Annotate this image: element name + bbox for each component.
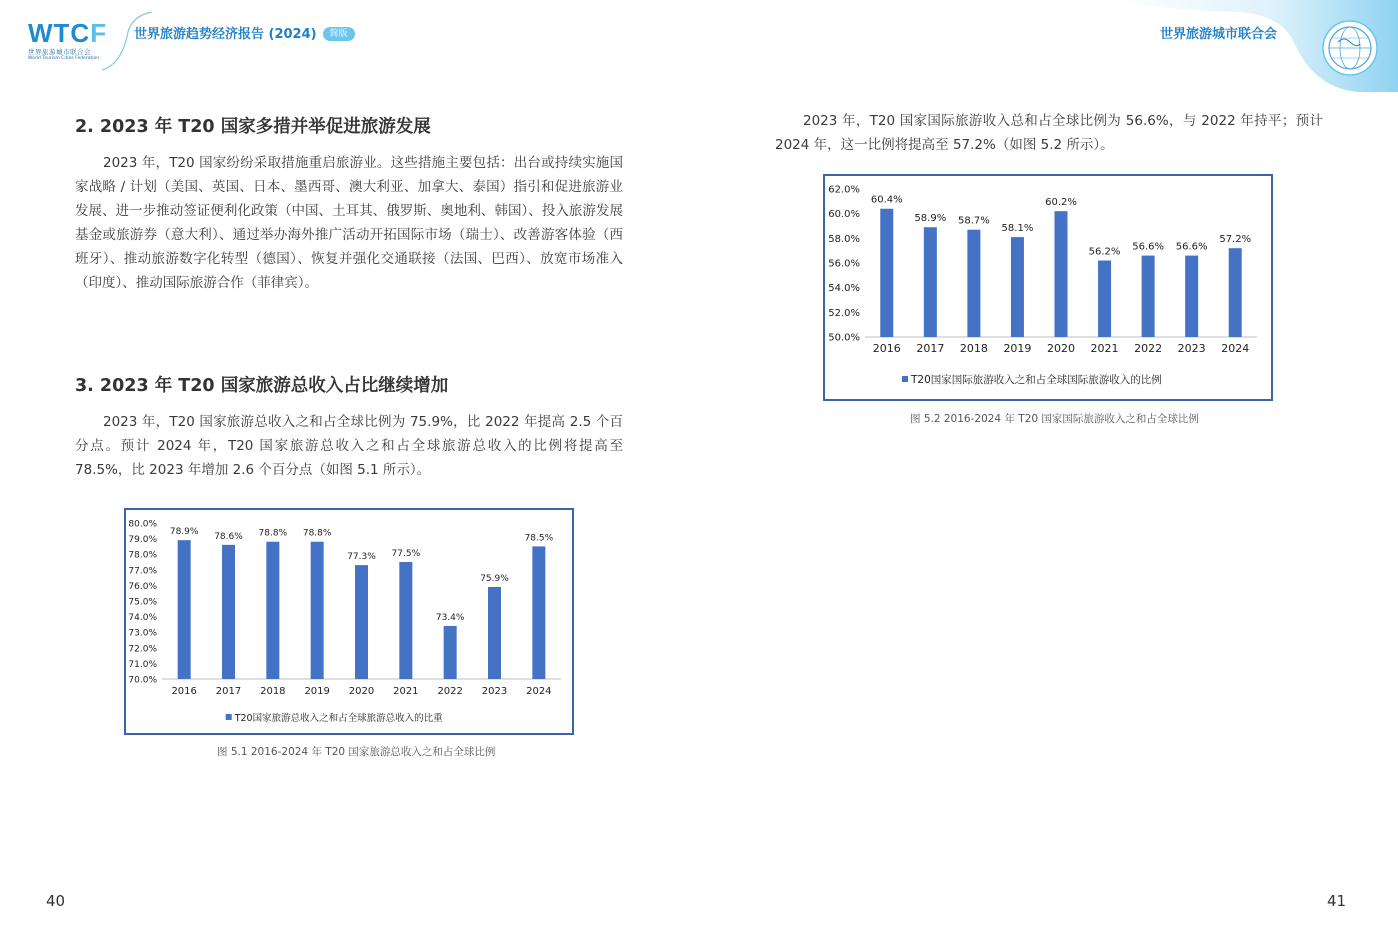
y-tick-label: 75.0% — [128, 597, 157, 608]
x-tick-label: 2023 — [1177, 342, 1206, 355]
bar — [1098, 261, 1111, 337]
report-title — [134, 23, 355, 42]
figure-5-1-caption: 图 5.1 2016-2024 年 T20 国家旅游总收入之和占全球比例 — [217, 746, 496, 758]
legend-label: T20国家旅游总收入之和占全球旅游总收入的比重 — [234, 713, 443, 724]
bar — [1055, 211, 1068, 337]
bar — [355, 565, 368, 679]
y-tick-label: 79.0% — [128, 535, 157, 546]
bar-value-label: 78.8% — [302, 528, 332, 539]
x-tick-label: 2023 — [481, 686, 508, 697]
y-tick-label: 58.0% — [828, 233, 860, 245]
bar — [222, 545, 235, 679]
x-tick-label: 2019 — [1003, 342, 1032, 355]
report-title-text: 世界旅游趋势经济报告 (2024) — [134, 27, 317, 42]
x-tick-label: 2020 — [1047, 342, 1075, 355]
bar-value-label: 56.6% — [1132, 241, 1165, 253]
section3-paragraph: 2023 年，T20 国家旅游总收入之和占全球比例为 75.9%，比 2022 年提高 2.5 个百分点。预计 2024 年，T20 国家旅游总收入之和占全球旅游总收入的比例将提高至 78.5%，比 2023 年增加 2.6 个百分点（如图 5.1 所示）。 — [75, 414, 623, 478]
y-tick-label: 60.0% — [828, 209, 860, 221]
y-tick-label: 71.0% — [128, 659, 157, 670]
bar — [266, 542, 279, 679]
y-tick-label: 62.0% — [828, 184, 860, 196]
bar — [967, 230, 980, 337]
bar — [1229, 248, 1242, 337]
section2-paragraph: 2023 年，T20 国家纷纷采取措施重启旅游业。这些措施主要包括：出台或持续实施国家战略 / 计划（美国、英国、日本、墨西哥、澳大利亚、加拿大、泰国）指引和促进旅游业发展、进一步推动签证便利化政策（中国、土耳其、俄罗斯、奥地利、韩国）、投入旅游发展基金或旅游券（意大利）、通过举办海外推广活动开拓国际市场（瑞士）、改善游客体验（西班牙）、推动旅游数字化转型（德国）、恢复并强化交通联接（法国、巴西）、放宽市场准入（印度）、推动国际旅游合作（菲律宾）。 — [75, 155, 623, 291]
page-number-left: 40 — [46, 892, 66, 910]
x-tick-label: 2018 — [959, 342, 988, 355]
bar-value-label: 58.1% — [1001, 223, 1034, 235]
y-tick-label: 52.0% — [828, 307, 860, 319]
bar-value-label: 60.2% — [1045, 197, 1077, 209]
figure-5-2-caption: 图 5.2 2016-2024 年 T20 国家国际旅游收入之和占全球比例 — [910, 413, 1199, 425]
page-number-right: 41 — [1327, 892, 1347, 910]
bar — [532, 546, 545, 679]
bar-value-label: 57.2% — [1219, 234, 1252, 246]
y-tick-label: 78.0% — [128, 550, 157, 561]
bar-value-label: 58.7% — [957, 215, 990, 227]
bar — [1185, 256, 1198, 337]
bar-value-label: 58.9% — [914, 213, 947, 225]
right-paragraph: 2023 年，T20 国家国际旅游收入总和占全球比例为 56.6%，与 2022 年持平；预计 2024 年，这一比例将提高至 57.2%（如图 5.2 所示）。 — [775, 113, 1323, 153]
logo-cn-text: 世界旅游城市联合会 — [28, 48, 91, 56]
y-tick-label: 74.0% — [128, 613, 157, 624]
chart-5-1-frame — [124, 508, 574, 735]
bar-value-label: 75.9% — [480, 573, 509, 584]
x-tick-label: 2018 — [260, 686, 286, 697]
y-tick-label: 70.0% — [128, 675, 157, 686]
section3-heading: 3. 2023 年 T20 国家旅游总收入占比继续增加 — [75, 376, 449, 396]
globe-logo-icon — [1322, 20, 1378, 76]
bar — [311, 542, 324, 679]
bar — [444, 626, 457, 679]
y-tick-label: 77.0% — [128, 566, 157, 577]
x-tick-label: 2022 — [1134, 342, 1163, 355]
x-tick-label: 2021 — [1090, 342, 1119, 355]
edition-badge: 简版 — [323, 27, 355, 41]
bar-value-label: 73.4% — [435, 612, 465, 623]
wtcf-logo — [28, 20, 107, 62]
bar-value-label: 78.9% — [169, 527, 199, 538]
chart-5-1 — [126, 510, 572, 733]
y-tick-label: 72.0% — [128, 644, 157, 655]
org-name: 世界旅游城市联合会 — [1160, 27, 1278, 42]
y-tick-label: 73.0% — [128, 628, 157, 639]
bar-value-label: 77.5% — [391, 549, 421, 559]
x-tick-label: 2021 — [393, 686, 419, 697]
logo-wordmark: WTCF — [28, 18, 108, 48]
legend-swatch — [226, 714, 232, 720]
y-tick-label: 54.0% — [828, 283, 860, 295]
x-tick-label: 2016 — [171, 686, 197, 697]
y-tick-label: 50.0% — [828, 332, 860, 344]
bar-value-label: 78.6% — [214, 531, 243, 542]
x-tick-label: 2022 — [437, 686, 463, 697]
chart-5-2 — [825, 176, 1271, 399]
bar — [1011, 237, 1024, 337]
x-tick-label: 2019 — [304, 686, 330, 697]
bar-value-label: 77.3% — [347, 552, 376, 563]
x-tick-label: 2017 — [215, 686, 242, 697]
bar — [1142, 256, 1155, 337]
bar-value-label: 56.6% — [1175, 241, 1208, 253]
header-arc-decoration — [100, 12, 160, 72]
header-left — [0, 0, 700, 80]
y-tick-label: 56.0% — [828, 258, 860, 270]
bar — [399, 562, 412, 679]
x-tick-label: 2017 — [916, 342, 945, 355]
bar-value-label: 60.4% — [870, 194, 903, 206]
x-tick-label: 2024 — [1221, 342, 1250, 355]
x-tick-label: 2020 — [348, 686, 375, 697]
legend-swatch — [902, 376, 908, 382]
y-tick-label: 76.0% — [128, 581, 157, 592]
bar — [880, 209, 893, 337]
y-tick-label: 80.0% — [128, 519, 157, 530]
bar — [488, 587, 501, 679]
chart-5-2-frame — [823, 174, 1273, 401]
bar-value-label: 78.5% — [524, 533, 554, 544]
legend-label: T20国家国际旅游收入之和占全球国际旅游收入的比例 — [911, 374, 1162, 386]
bar-value-label: 78.8% — [258, 528, 288, 539]
bar-value-label: 56.2% — [1088, 246, 1121, 258]
bar — [178, 540, 191, 679]
section2-heading: 2. 2023 年 T20 国家多措并举促进旅游发展 — [75, 117, 431, 137]
x-tick-label: 2024 — [526, 686, 552, 697]
bar — [924, 227, 937, 337]
logo-en-text: World Tourism Cities Federation — [28, 56, 100, 61]
x-tick-label: 2016 — [872, 342, 901, 355]
